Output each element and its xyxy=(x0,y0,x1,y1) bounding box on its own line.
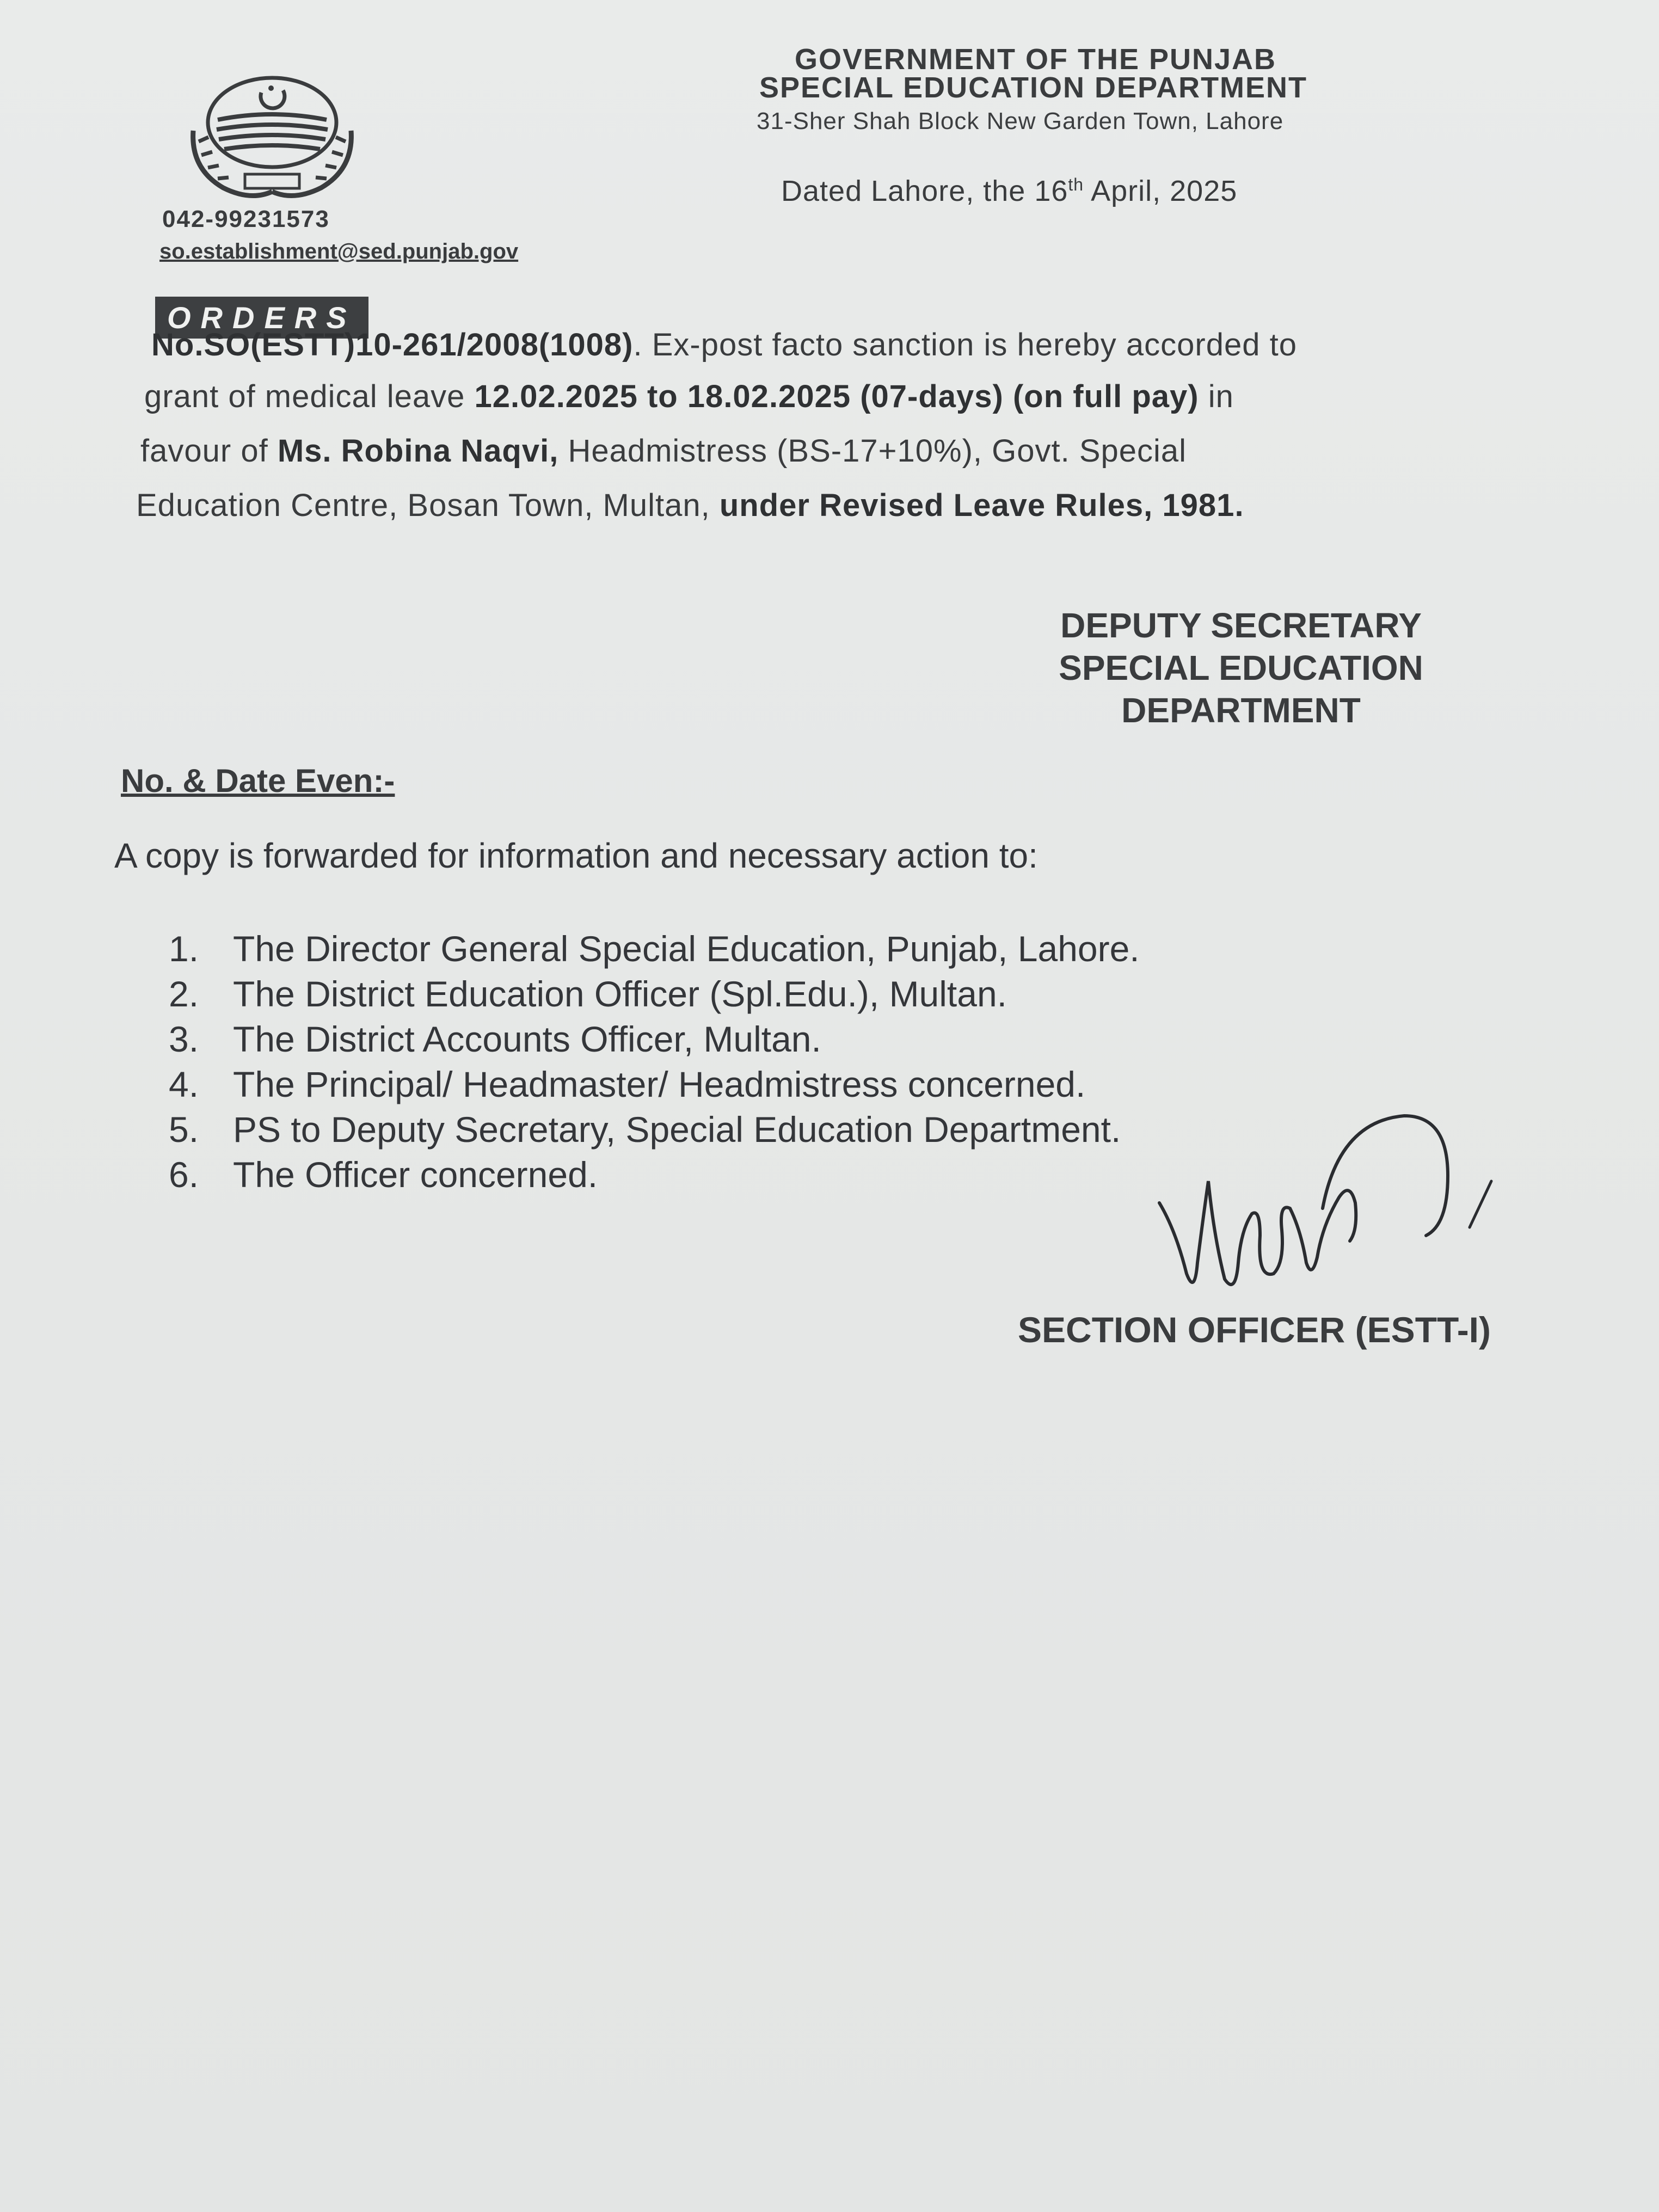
order-line-3: favour of Ms. Robina Naqvi, Headmistress (BS-17+10%), Govt. Special xyxy=(140,433,1187,469)
list-item: 6. The Officer concerned. xyxy=(169,1154,598,1195)
email-address: so.establishment@sed.punjab.gov xyxy=(159,239,519,263)
list-item: 1. The Director General Special Education, Punjab, Lahore. xyxy=(169,929,1140,969)
signature-icon xyxy=(1143,1099,1524,1328)
phone-number: 042-99231573 xyxy=(162,206,330,232)
list-item: 4. The Principal/ Headmaster/ Headmistress concerned. xyxy=(169,1064,1086,1104)
no-date-heading: No. & Date Even:- xyxy=(121,763,395,799)
punjab-emblem-icon xyxy=(174,71,370,207)
orders-heading: ORDERS xyxy=(155,297,368,339)
order-line-2: grant of medical leave 12.02.2025 to 18.02.2025 (07-days) (on full pay) in xyxy=(144,379,1234,414)
list-item: 2. The District Education Officer (Spl.Edu.), Multan. xyxy=(169,974,1007,1014)
leave-rules: under Revised Leave Rules, 1981. xyxy=(719,488,1244,523)
forward-intro: A copy is forwarded for information and necessary action to: xyxy=(114,836,1038,875)
order-line-1: No.SO(ESTT)10-261/2008(1008). Ex-post facto sanction is hereby accorded to xyxy=(151,327,1297,362)
document-date: Dated Lahore, the 16th April, 2025 xyxy=(781,175,1238,207)
order-line-4: Education Centre, Bosan Town, Multan, under Revised Leave Rules, 1981. xyxy=(136,488,1244,523)
list-item: 3. The District Accounts Officer, Multan. xyxy=(169,1019,821,1059)
leave-dates: 12.02.2025 to 18.02.2025 (07-days) (on full pay) xyxy=(474,379,1199,414)
employee-name: Ms. Robina Naqvi, xyxy=(277,433,559,469)
department-address: 31-Sher Shah Block New Garden Town, Lahore xyxy=(757,108,1284,134)
deputy-secretary-block: DEPUTY SECRETARY SPECIAL EDUCATION DEPARTMENT xyxy=(1059,606,1423,730)
government-title: GOVERNMENT OF THE PUNJAB xyxy=(795,43,1277,76)
section-officer-title: SECTION OFFICER (ESTT-I) xyxy=(1018,1310,1491,1350)
list-item: 5. PS to Deputy Secretary, Special Education Department. xyxy=(169,1109,1121,1150)
order-reference: No.SO(ESTT)10-261/2008(1008) xyxy=(151,327,634,362)
department-title: SPECIAL EDUCATION DEPARTMENT xyxy=(759,71,1308,104)
